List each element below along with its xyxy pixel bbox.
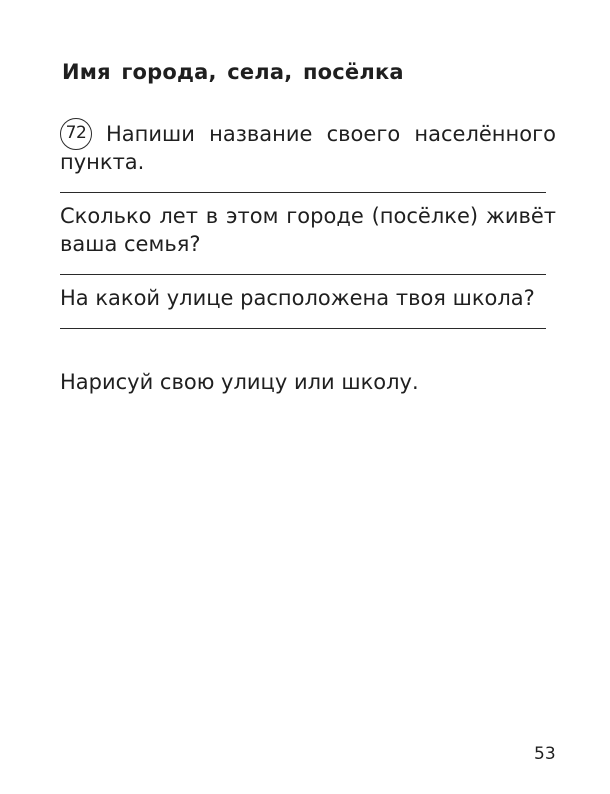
task-text-line-1: Напиши название своего населённого [106,122,556,146]
question-2-line-2: ваша семья? [60,232,201,256]
page-number: 53 [534,744,556,764]
section-heading: Имя города, села, посёлка [62,60,404,84]
task-number-badge: 72 [60,118,92,150]
question-2-line-1: Сколько лет в этом городе (посёлке) живёт [60,204,556,228]
answer-line-3[interactable] [60,328,546,329]
answer-line-1[interactable] [60,192,546,193]
question-3: На какой улице расположена твоя школа? [60,286,535,310]
answer-line-2[interactable] [60,274,546,275]
task-text-line-2: пункта. [60,150,145,174]
drawing-prompt: Нарисуй свою улицу или школу. [60,370,419,394]
